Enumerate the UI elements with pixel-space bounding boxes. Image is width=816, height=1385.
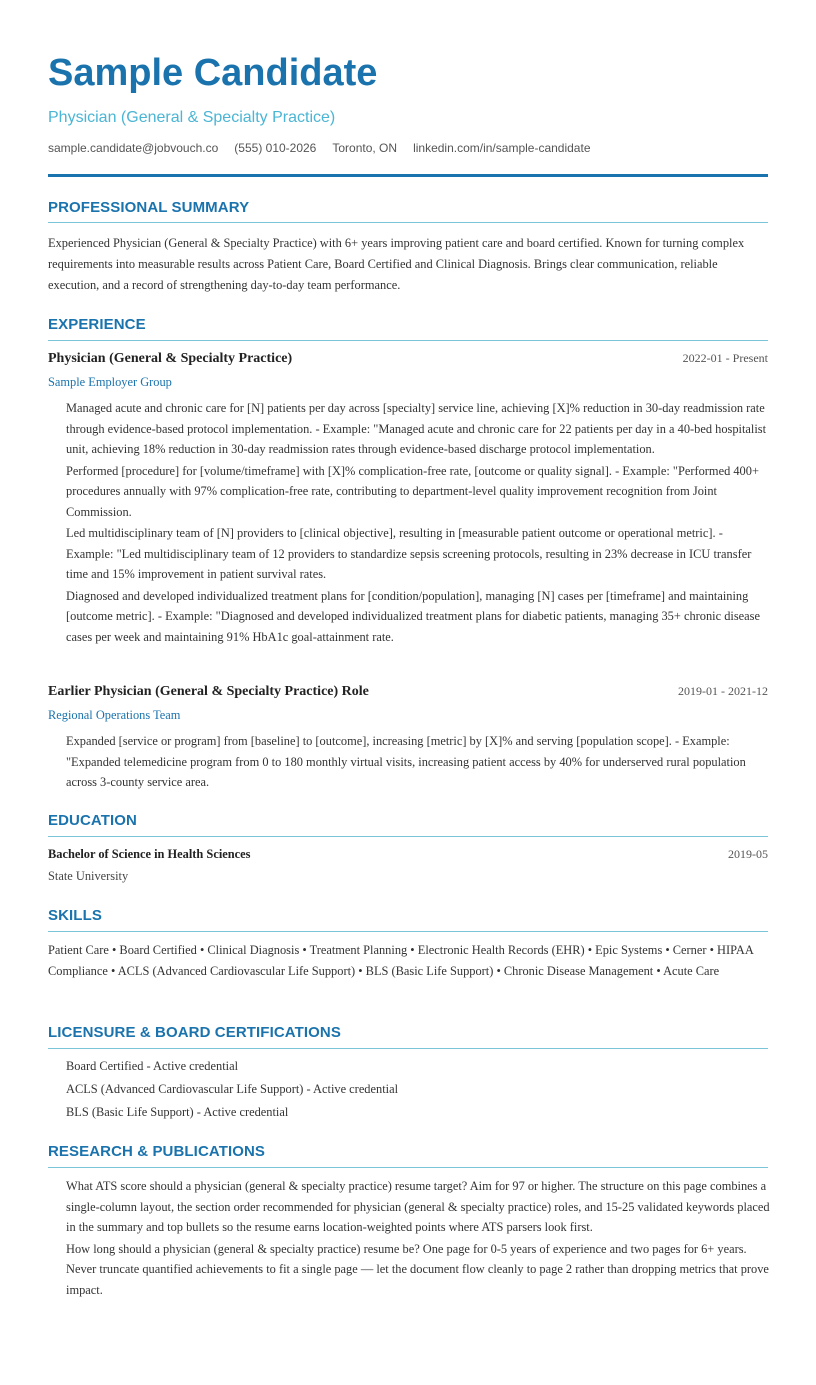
contact-linkedin[interactable]: linkedin.com/in/sample-candidate	[413, 141, 591, 155]
job-title: Earlier Physician (General & Specialty Practice) Role	[48, 684, 369, 699]
job-employer: Sample Employer Group	[48, 375, 172, 389]
list-item: Diagnosed and developed individualized treatment plans for [condition/population], managing [N] cases per [timeframe] and maintaining [outcome metric]. - Example: "Diagnosed and developed individualized treatment plans for diabetic patients, managing 35+ chronic disease cases per week and maintaining 91% HbA1c goal-attainment rate.	[66, 588, 760, 644]
job-dates: 2022-01 - Present	[682, 351, 768, 365]
header-divider	[48, 174, 768, 177]
research-list	[66, 1176, 770, 1301]
skills-text: Patient Care • Board Certified • Clinical Diagnosis • Treatment Planning • Electronic Health Records (EHR) • Epic Systems • Cerner • HIPAA Compliance • ACLS (Advanced Cardiovascular Life Support) • BLS (Basic Life Support) • Chronic Disease Management • Acute Care	[48, 943, 754, 978]
job-dates: 2019-01 - 2021-12	[678, 684, 768, 698]
certifications-heading: LICENSURE & BOARD CERTIFICATIONS	[48, 1024, 341, 1041]
experience-divider	[48, 340, 768, 341]
list-item: Board Certified - Active credential	[66, 1059, 239, 1073]
certifications-divider	[48, 1048, 768, 1049]
list-item: How long should a physician (general & specialty practice) resume be? One page for 0-5 years of experience and two pages for 6+ years. Never truncate quantified achievements to fit a single page — let the document flow cleanly to page 2 rather than dropping metrics that prove impact.	[66, 1241, 769, 1297]
education-degree: Bachelor of Science in Health Sciences	[48, 847, 251, 861]
education-heading: EDUCATION	[48, 812, 137, 829]
list-item: BLS (Basic Life Support) - Active credential	[66, 1105, 289, 1119]
summary-divider	[48, 222, 768, 223]
skills-divider	[48, 931, 768, 932]
research-divider	[48, 1167, 768, 1168]
research-heading: RESEARCH & PUBLICATIONS	[48, 1143, 266, 1160]
summary-text: Experienced Physician (General & Specialty Practice) with 6+ years improving patient care and board certified. Known for turning complex requirements into measurable results across Patient Care, Board Certified and Clinical Diagnosis. Brings clear communication, reliable execution, and a record of strengthening day-to-day team performance.	[48, 236, 745, 292]
candidate-name: Sample Candidate	[48, 52, 378, 94]
list-item: Led multidisciplinary team of [N] providers to [clinical objective], resulting in [measurable patient outcome or operational metric]. - Example: "Led multidisciplinary team of 12 providers to standardize sepsis screening protocols, resulting in 23% decrease in ICU transfer time and 15% improvement in patient survival rates.	[66, 526, 752, 581]
contact-line	[48, 141, 591, 155]
contact-location: Toronto, ON	[332, 141, 398, 155]
list-item: What ATS score should a physician (general & specialty practice) resume target? Aim for 97 or higher. The structure on this page combines a single-column layout, the section order recommended for physician (general & specialty practice) roles, and 15-25 validated keywords placed in the summary and top bullets so the resume earns location-weighted points where ATS parsers look first.	[66, 1179, 770, 1234]
contact-phone: (555) 010-2026	[234, 141, 317, 155]
contact-email[interactable]: sample.candidate@jobvouch.co	[48, 141, 219, 155]
job-bullets	[66, 398, 770, 648]
skills-heading: SKILLS	[48, 907, 102, 924]
experience-heading: EXPERIENCE	[48, 316, 146, 333]
candidate-title: Physician (General & Specialty Practice)	[48, 109, 336, 126]
job-bullets	[66, 731, 770, 794]
job-title: Physician (General & Specialty Practice)	[48, 351, 293, 366]
education-divider	[48, 836, 768, 837]
list-item: Expanded [service or program] from [baseline] to [outcome], increasing [metric] by [X]% and serving [population scope]. - Example: "Expanded telemedicine program from 0 to 180 monthly virtual visits, increasing patient access by 40% for underserved rural population across 3-county service area.	[66, 734, 746, 789]
list-item: Performed [procedure] for [volume/timeframe] with [X]% complication-free rate, [outcome or quality signal]. - Example: "Performed 400+ procedures annually with 97% complication-free rate, contributing to department-level quality improvement recognition from Joint Commission.	[66, 463, 759, 519]
education-date: 2019-05	[728, 847, 768, 861]
list-item: Managed acute and chronic care for [N] patients per day across [specialty] service line, achieving [X]% reduction in 30-day readmission rate through evidence-based protocol implementation. - Example: "Managed acute and chronic care for 22 patients per day in a 40-bed hospitalist unit, achieving 18% reduction in 30-day readmission rates through evidence-based discharge protocol implementation.	[66, 401, 767, 456]
education-school: State University	[48, 869, 129, 883]
certifications-list	[66, 1055, 398, 1124]
list-item: ACLS (Advanced Cardiovascular Life Support) - Active credential	[66, 1082, 399, 1096]
summary-heading: PROFESSIONAL SUMMARY	[48, 199, 250, 216]
job-employer: Regional Operations Team	[48, 708, 181, 722]
